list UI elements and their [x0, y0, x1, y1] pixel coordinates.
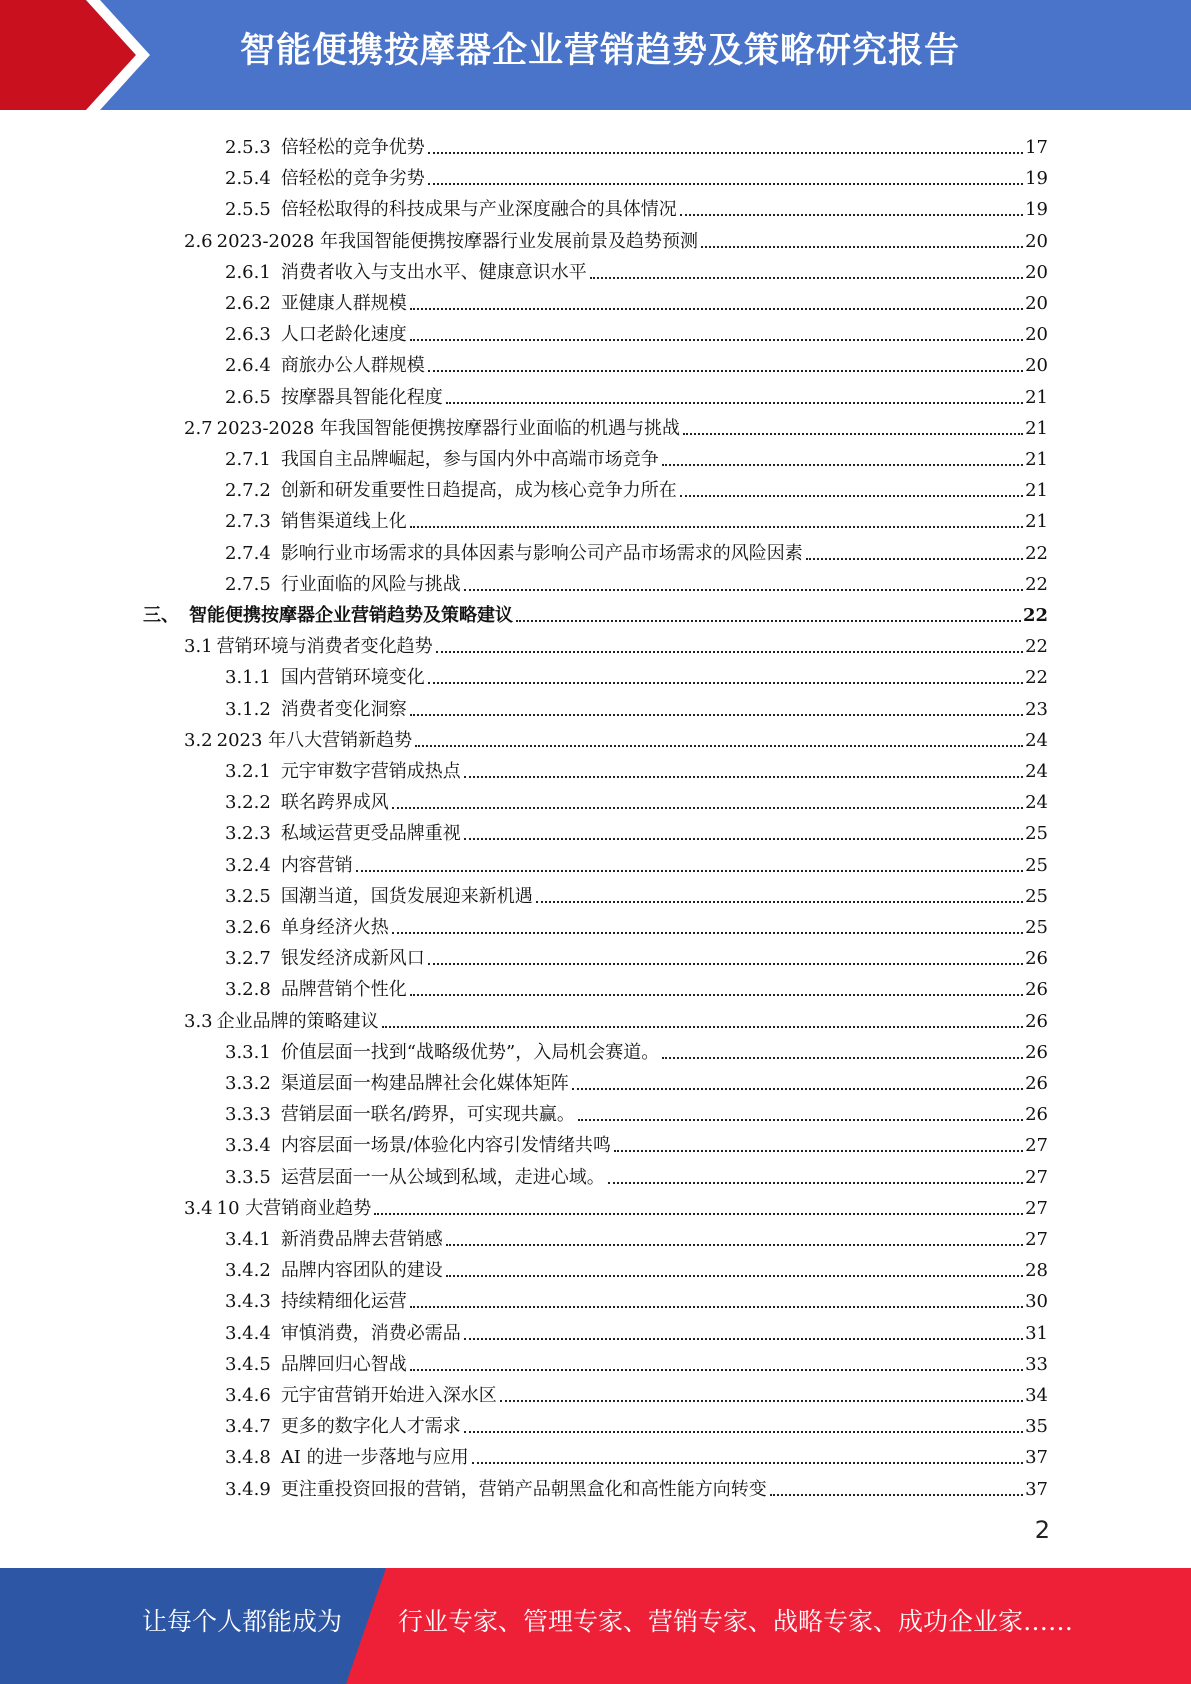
toc-entry-title: 品牌回归心智战 [280, 1353, 407, 1375]
toc-entry-page: 20 [1025, 355, 1048, 377]
toc-entry-page: 24 [1025, 761, 1048, 782]
toc-entry-number: 3.4.2 [225, 1260, 271, 1282]
toc-entry-title: 国潮当道，国货发展迎来新机遇 [280, 885, 533, 907]
toc-dot-leader [415, 744, 1023, 747]
toc-entry[interactable] [225, 1407, 1048, 1438]
toc-dot-leader [392, 806, 1023, 809]
toc-entry[interactable] [225, 1314, 1048, 1345]
toc-dot-leader [410, 1368, 1023, 1371]
toc-dot-leader [572, 1087, 1023, 1090]
toc-entry-page: 26 [1025, 1010, 1048, 1032]
toc-dot-leader [436, 650, 1023, 653]
toc-entry-page: 26 [1025, 979, 1048, 1001]
toc-entry-number: 3.3 [184, 1010, 213, 1032]
toc-dot-leader [374, 1212, 1023, 1215]
toc-dot-leader [428, 369, 1023, 372]
toc-entry-number: 3.4.8 [225, 1447, 271, 1469]
toc-entry-title: 行业面临的风险与挑战 [280, 573, 461, 595]
toc-entry-title: 影响行业市场需求的具体因素与影响公司产品市场需求的风险因素 [280, 542, 803, 564]
toc-entry-title: 企业品牌的策略建议 [216, 1010, 379, 1032]
toc-entry-title: 联名跨界成风 [280, 792, 389, 814]
toc-entry[interactable] [225, 1033, 1048, 1064]
toc-entry-page: 25 [1025, 823, 1048, 845]
toc-dot-leader [680, 494, 1023, 497]
toc-entry-title: 国内营销环境变化 [280, 667, 425, 689]
toc-entry-number: 3.1.2 [225, 698, 271, 720]
toc-entry[interactable] [225, 346, 1048, 377]
toc-entry-title: 更注重投资回报的营销，营销产品朝黑盒化和高性能方向转变 [280, 1478, 767, 1500]
toc-entry[interactable] [225, 1438, 1048, 1469]
toc-entry-number: 3.2.7 [225, 948, 271, 970]
toc-entry-page: 20 [1025, 230, 1048, 252]
toc-entry-title: 营销环境与消费者变化趋势 [216, 636, 433, 658]
toc-dot-leader [356, 869, 1023, 872]
toc-entry-title: 10 大营销商业趋势 [216, 1197, 372, 1219]
toc-entry-page: 20 [1025, 293, 1048, 314]
toc-dot-leader [392, 931, 1023, 934]
toc-entry-number: 3.2.2 [225, 792, 271, 814]
toc-entry-page: 19 [1025, 168, 1048, 190]
toc-dot-leader [382, 1025, 1023, 1028]
toc-entry-number: 3.2.3 [225, 823, 271, 845]
toc-entry-title: 内容营销 [280, 854, 353, 876]
toc-dot-leader [683, 432, 1023, 435]
toc-entry-title: 渠道层面一构建品牌社会化媒体矩阵 [280, 1073, 569, 1094]
toc-dot-leader [680, 213, 1023, 216]
toc-entry-page: 25 [1025, 854, 1048, 876]
toc-entry-number: 三、 [143, 605, 179, 626]
toc-entry-title: 审慎消费，消费必需品 [280, 1322, 461, 1344]
toc-entry-number: 3.4.6 [225, 1385, 271, 1406]
toc-dot-leader [428, 681, 1023, 684]
toc-entry-number: 2.6.5 [225, 386, 271, 408]
toc-entry-number: 2.5.4 [225, 168, 271, 190]
toc-entry-title: 倍轻松的竞争劣势 [280, 168, 425, 190]
toc-entry-title: 倍轻松取得的科技成果与产业深度融合的具体情况 [280, 199, 677, 221]
toc-dot-leader [446, 1274, 1023, 1277]
toc-entry-number: 3.3.4 [225, 1135, 271, 1157]
toc-entry-page: 30 [1025, 1291, 1048, 1313]
toc-entry-page: 35 [1025, 1416, 1048, 1438]
toc-dot-leader [446, 401, 1023, 404]
toc-entry-page: 27 [1025, 1166, 1048, 1188]
toc-dot-leader [410, 525, 1023, 528]
toc-entry-title: 2023 年八大营销新趋势 [216, 729, 413, 751]
toc-dot-leader [410, 993, 1023, 996]
toc-entry[interactable] [225, 1251, 1048, 1282]
toc-entry[interactable] [225, 846, 1048, 877]
toc-dot-leader [410, 338, 1023, 341]
toc-entry[interactable] [225, 565, 1048, 596]
toc-entry[interactable] [225, 1158, 1048, 1189]
toc-dot-leader [590, 276, 1023, 279]
toc-entry[interactable] [184, 627, 1048, 658]
toc-dot-leader [410, 713, 1023, 716]
toc-entry-title: 消费者变化洞察 [280, 698, 407, 720]
toc-dot-leader [701, 245, 1023, 248]
toc-dot-leader [536, 900, 1023, 903]
toc-entry-page: 33 [1025, 1353, 1048, 1375]
toc-entry[interactable] [225, 658, 1048, 689]
toc-entry-title: 我国自主品牌崛起，参与国内外中高端市场竞争 [280, 449, 659, 470]
toc-entry-page: 25 [1025, 917, 1048, 938]
toc-entry-title: 商旅办公人群规模 [280, 355, 425, 377]
toc-entry-number: 3.3.2 [225, 1073, 271, 1094]
toc-entry-page: 37 [1025, 1478, 1048, 1500]
header-chevron-decoration [0, 0, 160, 110]
toc-dot-leader [608, 1181, 1023, 1184]
toc-dot-leader [410, 1305, 1023, 1308]
toc-entry-page: 24 [1025, 792, 1048, 814]
toc-entry[interactable] [225, 814, 1048, 845]
toc-entry-page: 31 [1025, 1322, 1048, 1344]
toc-entry[interactable] [225, 159, 1048, 190]
toc-entry-title: 更多的数字化人才需求 [280, 1416, 461, 1438]
toc-entry-page: 26 [1025, 948, 1048, 970]
toc-dot-leader [446, 1243, 1023, 1246]
toc-entry-page: 22 [1025, 573, 1048, 595]
toc-entry-title: 销售渠道线上化 [280, 511, 407, 533]
footer-roles: 行业专家、管理专家、营销专家、战略专家、成功企业家…… [398, 1607, 1074, 1636]
toc-entry-number: 3.2.6 [225, 917, 271, 938]
toc-entry[interactable] [225, 502, 1048, 533]
toc-entry-page: 21 [1025, 449, 1048, 470]
toc-entry-title: 按摩器具智能化程度 [280, 386, 443, 408]
toc-entry-page: 26 [1025, 1041, 1048, 1063]
toc-entry-page: 21 [1025, 386, 1048, 408]
toc-entry-number: 3.4.3 [225, 1291, 271, 1313]
toc-dot-leader [464, 775, 1023, 778]
toc-entry-title: 私域运营更受品牌重视 [280, 823, 461, 845]
toc-entry-number: 2.7 [184, 417, 213, 439]
toc-entry-number: 3.2.8 [225, 979, 271, 1001]
toc-entry[interactable] [225, 939, 1048, 970]
toc-entry-title: 元宇审数字营销成热点 [280, 761, 461, 782]
toc-entry-title: 创新和研发重要性日趋提高，成为核心竞争力所在 [280, 480, 677, 502]
toc-entry-number: 2.6.1 [225, 261, 271, 283]
toc-entry-title: 2023-2028 年我国智能便携按摩器行业面临的机遇与挑战 [216, 417, 681, 439]
toc-dot-leader [578, 1118, 1023, 1121]
toc-entry-page: 21 [1025, 511, 1048, 533]
toc-entry-title: 银发经济成新风口 [280, 948, 425, 970]
toc-entry-page: 20 [1025, 324, 1048, 346]
toc-entry-page: 22 [1025, 542, 1048, 564]
toc-entry-number: 3.2 [184, 729, 213, 751]
toc-entry[interactable] [225, 1064, 1048, 1095]
toc-entry[interactable] [225, 190, 1048, 221]
toc-entry-number: 2.5.3 [225, 137, 271, 158]
toc-entry-number: 3.3.1 [225, 1041, 271, 1063]
toc-entry-page: 34 [1025, 1385, 1048, 1406]
toc-entry-title: 新消费品牌去营销感 [280, 1229, 443, 1250]
toc-entry-page: 26 [1025, 1073, 1048, 1094]
toc-entry-title: 内容层面一场景/体验化内容引发情绪共鸣 [280, 1135, 611, 1157]
toc-entry-title: 元宇宙营销开始进入深水区 [280, 1385, 497, 1406]
toc-entry-title: 持续精细化运营 [280, 1291, 407, 1313]
toc-entry-title: 品牌营销个性化 [280, 979, 407, 1001]
toc-entry-page: 21 [1025, 480, 1048, 502]
toc-entry[interactable] [225, 253, 1048, 284]
toc-entry-title: 消费者收入与支出水平、健康意识水平 [280, 261, 587, 283]
toc-dot-leader [500, 1399, 1023, 1402]
toc-dot-leader [464, 1430, 1023, 1433]
footer-slogan: 让每个人都能成为 [142, 1607, 343, 1636]
toc-entry-number: 3.4.5 [225, 1353, 271, 1375]
toc-entry-number: 2.6.2 [225, 293, 271, 314]
toc-entry[interactable] [184, 721, 1048, 752]
toc-entry-number: 3.2.5 [225, 885, 271, 907]
toc-entry[interactable] [225, 877, 1048, 908]
toc-entry[interactable] [225, 1345, 1048, 1376]
toc-dot-leader [428, 151, 1023, 154]
toc-entry-page: 22 [1025, 667, 1048, 689]
toc-entry-number: 3.1.1 [225, 667, 271, 689]
toc-entry[interactable] [225, 440, 1048, 471]
toc-entry-title: 2023-2028 年我国智能便携按摩器行业发展前景及趋势预测 [216, 230, 699, 252]
toc-entry[interactable] [225, 471, 1048, 502]
toc-entry-page: 27 [1025, 1229, 1048, 1250]
toc-entry[interactable] [225, 970, 1048, 1001]
toc-entry-number: 3.4 [184, 1197, 213, 1219]
toc-dot-leader [428, 182, 1023, 185]
toc-entry[interactable] [225, 908, 1048, 939]
toc-entry-page: 20 [1025, 261, 1048, 283]
toc-entry[interactable] [225, 534, 1048, 565]
toc-entry-title: 品牌内容团队的建设 [280, 1260, 443, 1282]
toc-entry[interactable] [225, 284, 1048, 315]
toc-entry-page: 23 [1025, 698, 1048, 720]
toc-dot-leader [662, 1056, 1023, 1059]
toc-dot-leader [464, 837, 1023, 840]
toc-entry[interactable] [225, 1126, 1048, 1157]
toc-entry[interactable] [225, 315, 1048, 346]
toc-dot-leader [472, 1461, 1023, 1464]
toc-entry[interactable] [225, 783, 1048, 814]
toc-entry[interactable] [184, 1002, 1048, 1033]
toc-dot-leader [428, 962, 1023, 965]
toc-dot-leader [806, 557, 1023, 560]
toc-entry[interactable] [225, 1220, 1048, 1251]
toc-entry[interactable] [225, 128, 1048, 159]
toc-entry-number: 3.3.3 [225, 1104, 271, 1126]
toc-entry-number: 3.2.1 [225, 761, 271, 782]
toc-dot-leader [410, 307, 1023, 310]
report-footer [0, 1568, 1191, 1684]
toc-entry-number: 3.4.1 [225, 1229, 271, 1250]
report-title: 智能便携按摩器企业营销趋势及策略研究报告 [240, 31, 961, 71]
toc-entry-title: 营销层面一联名/跨界，可实现共赢。 [280, 1104, 575, 1126]
toc-entry-number: 3.4.9 [225, 1478, 271, 1500]
toc-entry[interactable] [225, 752, 1048, 783]
toc-entry[interactable] [225, 378, 1048, 409]
toc-entry-number: 2.7.1 [225, 449, 271, 470]
toc-entry-page: 27 [1025, 1197, 1048, 1219]
toc-entry-title: 价值层面一找到“战略级优势”，入局机会赛道。 [280, 1041, 660, 1063]
toc-dot-leader [662, 463, 1023, 466]
toc-entry-page: 26 [1025, 1104, 1048, 1126]
toc-entry-number: 3.3.5 [225, 1166, 271, 1188]
toc-entry-page: 27 [1025, 1135, 1048, 1157]
toc-entry-title: AI 的进一步落地与应用 [280, 1447, 469, 1469]
toc-entry-number: 3.4.4 [225, 1322, 271, 1344]
toc-entry-title: 智能便携按摩器企业营销趋势及策略建议 [189, 605, 513, 626]
toc-entry-page: 22 [1025, 636, 1048, 658]
toc-dot-leader [464, 1337, 1023, 1340]
toc-dot-leader [614, 1149, 1023, 1152]
toc-dot-leader [516, 619, 1021, 622]
toc-entry-number: 2.6 [184, 230, 213, 252]
toc-entry[interactable] [184, 1189, 1048, 1220]
toc-entry-page: 19 [1025, 199, 1048, 221]
toc-entry-page: 17 [1025, 137, 1048, 158]
toc-entry[interactable] [225, 1376, 1048, 1407]
toc-entry-page: 28 [1025, 1260, 1048, 1282]
toc-entry-number: 2.6.4 [225, 355, 271, 377]
toc-entry-page: 25 [1025, 885, 1048, 907]
toc-entry-title: 亚健康人群规模 [280, 293, 407, 314]
toc-entry-number: 2.7.3 [225, 511, 271, 533]
toc-dot-leader [464, 588, 1023, 591]
toc-entry-number: 2.7.5 [225, 573, 271, 595]
toc-entry-page: 22 [1022, 605, 1048, 626]
report-header [0, 0, 1191, 110]
toc-entry[interactable] [184, 409, 1048, 440]
toc-entry[interactable] [225, 1282, 1048, 1313]
toc-entry-number: 2.7.4 [225, 542, 271, 564]
toc-entry-page: 24 [1025, 729, 1048, 751]
toc-entry[interactable] [184, 222, 1048, 253]
toc-entry-number: 2.7.2 [225, 480, 271, 502]
toc-entry[interactable] [143, 596, 1048, 627]
toc-entry-title: 单身经济火热 [280, 917, 389, 938]
toc-entry-number: 3.4.7 [225, 1416, 271, 1438]
toc-entry-number: 2.5.5 [225, 199, 271, 221]
toc-entry-page: 37 [1025, 1447, 1048, 1469]
toc-entry-title: 倍轻松的竞争优势 [280, 137, 425, 158]
toc-entry-page: 21 [1025, 417, 1048, 439]
toc-entry-title: 人口老龄化速度 [280, 324, 407, 346]
page-number: 2 [1034, 1516, 1050, 1544]
toc-entry-number: 2.6.3 [225, 324, 271, 346]
toc-dot-leader [770, 1493, 1023, 1496]
toc-entry[interactable] [225, 1470, 1048, 1501]
toc-entry[interactable] [225, 1095, 1048, 1126]
toc-entry-title: 运营层面一一从公域到私域，走进心域。 [280, 1166, 605, 1188]
toc-entry[interactable] [225, 690, 1048, 721]
toc-entry-number: 3.1 [184, 636, 213, 658]
toc-entry-number: 3.2.4 [225, 854, 271, 876]
